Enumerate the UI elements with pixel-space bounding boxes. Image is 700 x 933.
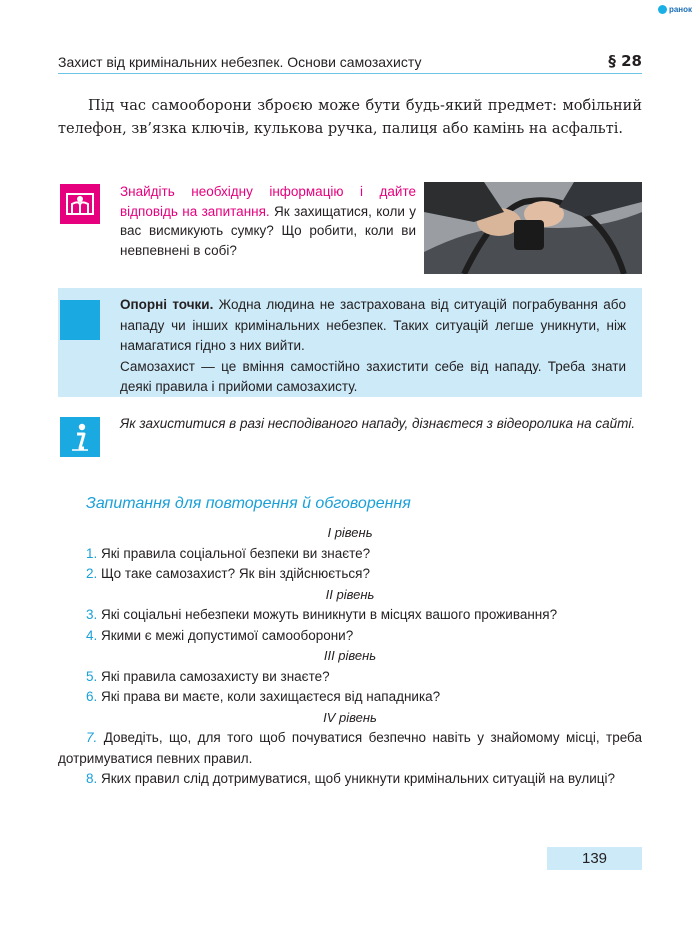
book-reader-icon [60, 184, 100, 224]
question-item [58, 626, 642, 647]
question-text: Які соціальні небезпеки можуть виникнути в місцях вашого проживання? [97, 607, 558, 622]
question-text: Що таке самозахист? Як він здійснюється? [97, 566, 370, 581]
level-label: ІV рівень [323, 709, 377, 725]
question-text: Які правила самозахисту ви знаєте? [97, 668, 330, 684]
publisher-logo [658, 5, 692, 14]
publisher-label: ранок [668, 5, 692, 14]
key-points-panel [58, 288, 642, 397]
self-defense-definition: Самозахист — це вміння самостійно захистити себе від нападу. Треба знати деякі правила і прийоми самозахисту. [120, 358, 626, 394]
intro-paragraph: Під час самооборони зброєю може бути будь-який предмет: мобільний телефон, зв’язка ключів, кулькова ручка, палиця або камінь на асфальті. [58, 98, 642, 137]
square-marker-icon [60, 300, 100, 340]
question-item [58, 728, 642, 769]
key-points-text [120, 295, 626, 398]
task-question: Як захищатися, коли у вас висмикують сумку? Що робити, коли ви невпевнені в собі? [120, 203, 416, 258]
question-number: 6. [86, 689, 98, 704]
logo-mark-icon [658, 5, 667, 14]
questions-list [58, 523, 642, 790]
question-text: Які правила соціальної безпеки ви знаєте? [97, 545, 371, 561]
info-text: Як захиститися в разі несподіваного нападу, дізнаєтеся з відеоролика на сайті. [120, 416, 636, 431]
question-item [58, 769, 642, 790]
question-item [58, 544, 642, 565]
info-icon [60, 417, 100, 457]
question-number: 5. [86, 668, 98, 684]
question-item [58, 605, 642, 626]
question-number: 7. [86, 730, 98, 745]
level-label: ІІІ рівень [323, 648, 377, 663]
task-text [120, 182, 416, 260]
level-label: ІІ рівень [325, 586, 375, 602]
task-instruction: Знайдіть необхідну інформацію і дайте відповідь на запитання. [120, 184, 416, 219]
chapter-title: Захист від кримінальних небезпек. Основи самозахисту [58, 54, 422, 70]
page-number: 139 [547, 847, 642, 870]
level-label: І рівень [327, 525, 373, 540]
question-number: 8. [86, 771, 98, 786]
question-number: 4. [86, 627, 98, 643]
question-item [58, 564, 642, 585]
bag-snatching-photo [424, 182, 642, 274]
questions-title: Запитання для повторення й обговорення [86, 495, 411, 512]
key-points-heading: Опорні точки. [120, 297, 214, 312]
key-points-paragraph [120, 295, 626, 357]
question-number: 1. [86, 545, 98, 561]
question-text: Яких правил слід дотримуватися, щоб уникнути кримінальних ситуацій на вулиці? [97, 771, 615, 786]
info-block [58, 413, 642, 459]
section-number: § 28 [608, 52, 642, 70]
task-block [58, 182, 642, 275]
question-text: Доведіть, що, для того щоб почуватися безпечно навіть у знайомому місці, треба дотримуватися певних правил. [58, 730, 642, 766]
question-item [58, 667, 642, 688]
question-text: Якими є межі допустимої самооборони? [97, 627, 354, 643]
question-item [58, 687, 642, 708]
question-number: 3. [86, 607, 98, 622]
question-text: Які права ви маєте, коли захищаєтеся від нападника? [97, 689, 441, 704]
key-points-body: Жодна людина не застрахована від ситуацій пограбування або нападу чи інших кримінальних небезпек. Таких ситуацій легше уникнути, ніж намагатися гідно з них вийти. [120, 297, 626, 353]
question-number: 2. [86, 566, 98, 581]
running-header [58, 52, 642, 74]
